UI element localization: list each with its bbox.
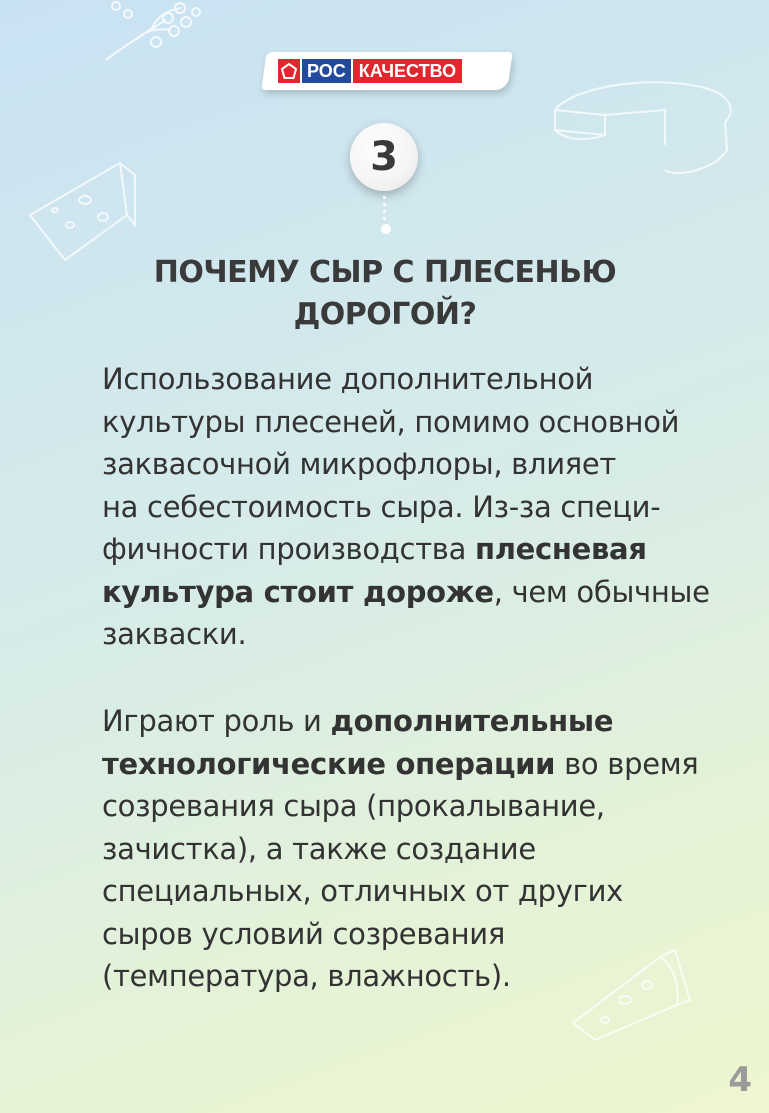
text-line: зачистка), а также создание [102, 831, 536, 866]
text-line: закваски. [102, 617, 247, 651]
text-line: Использование дополнительной [102, 362, 594, 396]
bold-text: плесневая [474, 532, 647, 566]
bold-text: культура стоит дороже [102, 574, 494, 609]
title-line: ПОЧЕМУ СЫР С ПЛЕСЕНЬЮ [153, 255, 617, 290]
dotted-connector [381, 196, 387, 238]
pentagon-logo-icon [278, 59, 300, 83]
cheese-wheel-sketch-icon [545, 70, 740, 190]
text-span: , чем обычные [493, 574, 710, 609]
text-line: культуры плесеней, помимо основной [102, 404, 680, 439]
logo-text-kachestvo: КАЧЕСТВО [353, 59, 462, 83]
text-line: на себестоимость сыра. Из-за специ- [102, 489, 661, 524]
text-line: заквасочной микрофлоры, влияет [102, 447, 617, 481]
text-line [102, 743, 742, 786]
paragraph-2 [102, 700, 742, 998]
text-span: фичности производства [102, 532, 475, 566]
bold-text: дополнительные [330, 704, 614, 738]
text-line [102, 700, 742, 743]
text-line: сыров условий созревания [102, 916, 505, 951]
roskachestvo-logo [261, 52, 512, 90]
text-span: во время [555, 746, 699, 781]
text-span: Играют роль и [102, 704, 331, 738]
logo-text-ros: РОС [302, 59, 351, 83]
text-line: (температура, влажность). [102, 959, 511, 993]
paragraph-1 [102, 358, 742, 656]
page-title [100, 252, 670, 336]
text-line [102, 571, 742, 614]
step-number: 3 [370, 134, 398, 180]
page-number: 4 [728, 1060, 752, 1100]
step-number-badge [350, 123, 418, 191]
text-line [102, 528, 742, 571]
bold-text: технологические операции [102, 746, 556, 781]
herb-sketch-icon [96, 0, 216, 64]
text-line: специальных, отличных от других [102, 874, 623, 908]
title-line: ДОРОГОЙ? [293, 297, 477, 332]
text-line: созревания сыра (прокалывание, [102, 789, 605, 823]
